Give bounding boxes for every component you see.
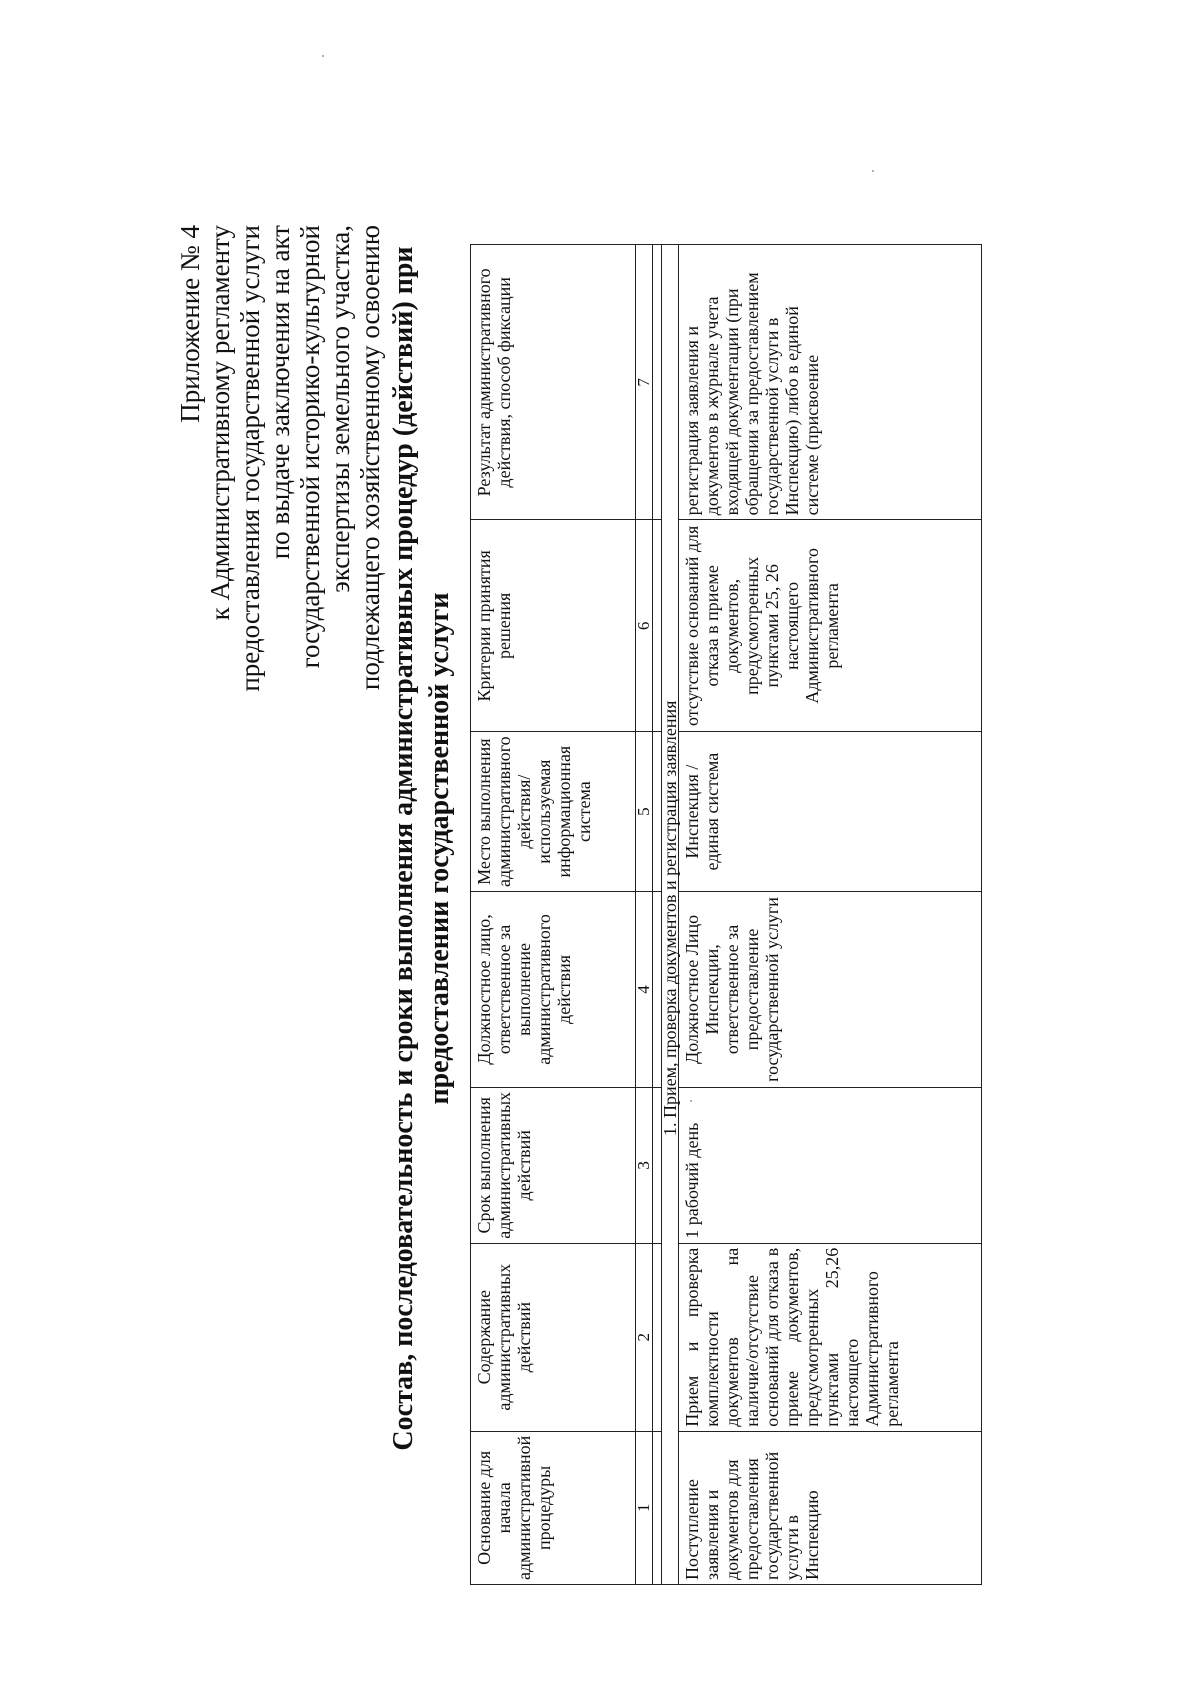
table-cell: отсутствие оснований для отказа в приеме документов, предусмотренных пунктами 25, 26 настоящего Административного регламента xyxy=(679,520,982,732)
header-row xyxy=(471,245,636,1585)
column-number: 6 xyxy=(636,520,653,732)
appendix-line: Приложение № 4 xyxy=(175,225,205,423)
column-number-row xyxy=(636,245,653,1585)
header-cell: Результат административного действия, способ фиксации xyxy=(471,245,636,520)
section-row xyxy=(662,245,679,1585)
table-row xyxy=(679,245,982,1585)
column-number: 4 xyxy=(636,891,653,1087)
table-cell: Прием и проверка комплектности документов на наличие/отсутствие оснований для отказа в приеме документов, предусмотренных пунктами 25,26 настоящего Административного регламента xyxy=(679,1243,982,1431)
section-title xyxy=(662,245,679,1585)
section-title-text: 1. Прием, проверка документов и регистрация заявления xyxy=(660,700,680,1136)
title-line-1: Состав, последовательность и сроки выполнения административных процедур (действий) при xyxy=(388,246,419,1451)
column-number: 3 xyxy=(636,1087,653,1243)
appendix-line: подлежащего хозяйственному освоению xyxy=(355,225,385,691)
appendix-line: к Административному регламенту xyxy=(205,225,235,621)
column-number: 1 xyxy=(636,1431,653,1584)
column-number: 2 xyxy=(636,1243,653,1431)
header-cell: Критерии принятия решения xyxy=(471,520,636,732)
appendix-block xyxy=(175,225,385,985)
header-cell: Срок выполнения административных действий xyxy=(471,1087,636,1243)
table-cell: регистрация заявления и документов в журнале учета входящей документации (при обращении за предоставлением государственной услуги в Инспекцию) либо в единой системе (присвоение xyxy=(679,245,982,520)
table-cell: Инспекция / единая система xyxy=(679,732,982,892)
header-cell: Должностное лицо, ответственное за выполнение административного действия xyxy=(471,891,636,1087)
appendix-line: по выдаче заключения на акт xyxy=(265,225,295,560)
table-cell: Должностное Лицо Инспекции, ответственное за предоставление государственной услуги xyxy=(679,891,982,1087)
document-title xyxy=(386,0,458,1697)
header-cell: Место выполнения административного действия/ используемая информационная система xyxy=(471,732,636,892)
appendix-line: экспертизы земельного участка, xyxy=(325,225,355,593)
column-number: 7 xyxy=(636,245,653,520)
header-cell: Основание для начала административной процедуры xyxy=(471,1431,636,1584)
appendix-line: государственной историко-культурной xyxy=(295,225,325,669)
scan-speck xyxy=(690,1100,692,1102)
scan-speck xyxy=(872,170,874,172)
header-cell: Содержание административных действий xyxy=(471,1243,636,1431)
procedures-table xyxy=(470,244,982,1585)
column-number: 5 xyxy=(636,732,653,892)
table-cell: 1 рабочий день xyxy=(679,1087,982,1243)
scan-speck xyxy=(322,55,324,57)
appendix-line: предоставления государственной услуги xyxy=(235,225,265,692)
title-line-2: предоставлении государственной услуги xyxy=(424,592,455,1105)
table-cell: Поступление заявления и документов для предоставления государственной услуги в Инспекцию xyxy=(679,1431,982,1584)
